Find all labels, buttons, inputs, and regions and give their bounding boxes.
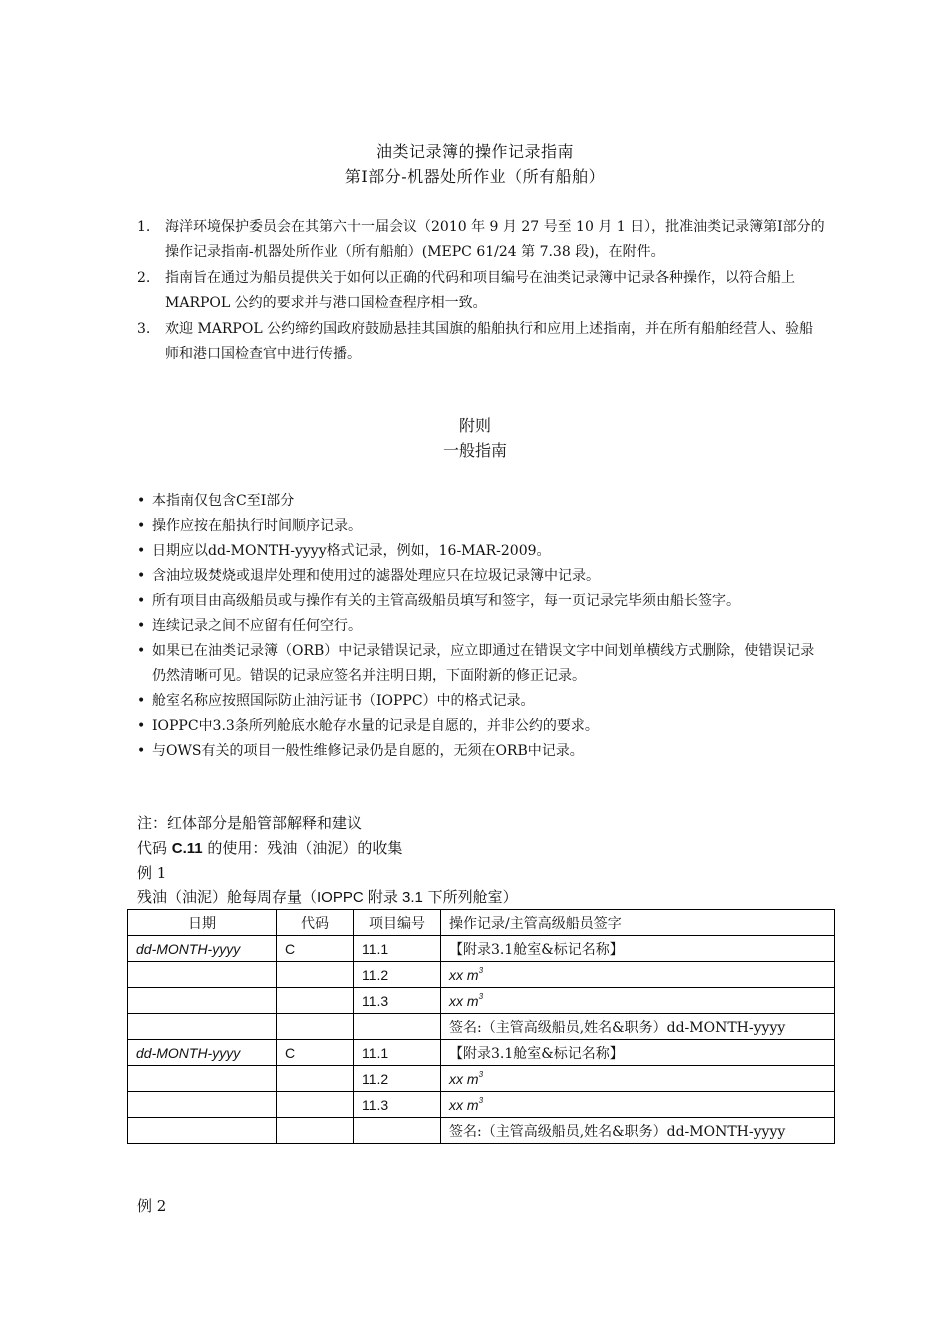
table-row — [128, 988, 835, 1014]
cell-record: 签名:（主管高级船员,姓名&职务）dd-MONTH-yyyy — [441, 1118, 835, 1144]
cell-item — [354, 1014, 441, 1040]
bullet-item — [137, 614, 827, 639]
cell-record — [441, 1066, 835, 1092]
cell-date: dd-MONTH-yyyy — [128, 1040, 277, 1066]
bullet-text: 本指南仅包含C至I部分 — [152, 493, 295, 509]
caption-post: 下所列舱室） — [422, 888, 518, 906]
cell-date — [128, 1118, 277, 1144]
cell-date: dd-MONTH-yyyy — [128, 936, 277, 962]
notes-block — [137, 811, 837, 909]
item-text: 欢迎 MARPOL 公约缔约国政府鼓励悬挂其国旗的船舶执行和应用上述指南，并在所有船舶经营人、验船师和港口国检查官中进行传播。 — [165, 321, 814, 362]
note-text: 注：红体部分是船管部解释和建议 — [137, 814, 363, 832]
record-text: xx m — [449, 993, 479, 1009]
bullet-item — [137, 489, 827, 514]
table-row — [128, 936, 835, 962]
bullet-text: 与OWS有关的项目一般性维修记录仍是自愿的，无须在ORB中记录。 — [152, 743, 584, 759]
bullet-text: 日期应以dd-MONTH-yyyy格式记录，例如，16-MAR-2009。 — [152, 543, 551, 559]
cell-item: 11.3 — [354, 988, 441, 1014]
document-subtitle: 第Ⅰ部分-机器处所作业（所有船舶） — [344, 167, 606, 186]
item-text: 指南旨在通过为船员提供关于如何以正确的代码和项目编号在油类记录簿中记录各种操作，以符合船上 MARPOL 公约的要求并与港口国检查程序相一致。 — [165, 270, 795, 311]
cell-code — [277, 1066, 354, 1092]
bullet-text: 所有项目由高级船员或与操作有关的主管高级船员填写和签字，每一页记录完毕须由船长签字。 — [152, 593, 740, 609]
cell-code — [277, 1092, 354, 1118]
bullet-mark: • — [137, 543, 146, 559]
annex-subtitle: 一般指南 — [442, 441, 507, 460]
bullet-item — [137, 739, 827, 764]
annex-title: 附则 — [458, 416, 491, 435]
table-row — [128, 962, 835, 988]
item-number: 2. — [137, 270, 151, 286]
example-2-label: 例 2 — [137, 1197, 167, 1215]
item-number: 3. — [137, 321, 151, 337]
cell-date — [128, 1092, 277, 1118]
cell-record: 【附录3.1舱室&标记名称】 — [441, 1040, 835, 1066]
cell-record — [441, 988, 835, 1014]
bullet-item — [137, 589, 827, 614]
cell-record: 【附录3.1舱室&标记名称】 — [441, 936, 835, 962]
table-row — [128, 1014, 835, 1040]
table-header-row — [128, 910, 835, 936]
bullet-mark: • — [137, 518, 146, 534]
table-caption — [137, 886, 837, 909]
table-row — [128, 1040, 835, 1066]
table-row — [128, 1092, 835, 1118]
bullet-text: 连续记录之间不应留有任何空行。 — [152, 618, 362, 634]
bullet-item — [137, 639, 827, 689]
bullet-mark: • — [137, 593, 146, 609]
caption-mid: IOPPC 附录 3.1 — [317, 889, 423, 906]
cell-code — [277, 988, 354, 1014]
cell-item: 11.1 — [354, 936, 441, 962]
bullet-text: 含油垃圾焚烧或退岸处理和使用过的滤器处理应只在垃圾记录簿中记录。 — [152, 568, 600, 584]
document-title: 油类记录簿的操作记录指南 — [375, 142, 574, 161]
guideline-bullets — [137, 489, 827, 764]
item-number: 1. — [137, 219, 151, 235]
bullet-mark: • — [137, 693, 146, 709]
cell-item: 11.2 — [354, 962, 441, 988]
bullet-text: 舱室名称应按照国际防止油污证书（IOPPC）中的格式记录。 — [152, 693, 535, 709]
bullet-text: 操作应按在船执行时间顺序记录。 — [152, 518, 362, 534]
record-sup: 3 — [478, 966, 484, 975]
cell-record: 签名:（主管高级船员,姓名&职务）dd-MONTH-yyyy — [441, 1014, 835, 1040]
code-usage-line — [137, 836, 837, 861]
cell-date — [128, 1014, 277, 1040]
oil-record-table — [127, 909, 835, 1144]
bullet-item — [137, 714, 827, 739]
cell-date — [128, 988, 277, 1014]
header-date: 日期 — [128, 910, 277, 936]
header-code: 代码 — [277, 910, 354, 936]
cell-code: C — [277, 1040, 354, 1066]
bullet-text: IOPPC中3.3条所列舱底水舱存水量的记录是自愿的，并非公约的要求。 — [152, 718, 599, 734]
table-row — [128, 1118, 835, 1144]
cell-code — [277, 962, 354, 988]
bullet-mark: • — [137, 618, 146, 634]
header-record: 操作记录/主管高级船员签字 — [441, 910, 835, 936]
item-text: 海洋环境保护委员会在其第六十一届会议（2010 年 9 月 27 号至 10 月 1 日），批准油类记录簿第Ⅰ部分的操作记录指南-机器处所作业（所有船舶）(MEPC 61/24 第 7.38 段)，在附件。 — [165, 219, 825, 260]
bullet-mark: • — [137, 568, 146, 584]
cell-date — [128, 1066, 277, 1092]
numbered-list — [137, 215, 827, 368]
cell-code — [277, 1118, 354, 1144]
code-suffix: 的使用：残油（油泥）的收集 — [202, 839, 403, 857]
header-item-no: 项目编号 — [354, 910, 441, 936]
bullet-item — [137, 564, 827, 589]
record-sup: 3 — [478, 1070, 484, 1079]
record-text: xx m — [449, 1071, 479, 1087]
cell-date — [128, 962, 277, 988]
cell-item: 11.3 — [354, 1092, 441, 1118]
bullet-item — [137, 514, 827, 539]
cell-record — [441, 962, 835, 988]
example-1-label: 例 1 — [137, 864, 167, 882]
record-sup: 3 — [478, 992, 484, 1001]
table-row — [128, 1066, 835, 1092]
code-prefix: 代码 — [137, 839, 172, 857]
numbered-item — [137, 266, 827, 316]
record-sup: 3 — [478, 1096, 484, 1105]
bullet-mark: • — [137, 643, 146, 659]
bullet-text: 如果已在油类记录簿（ORB）中记录错误记录，应立即通过在错误文字中间划单横线方式删除，使错误记录仍然清晰可见。错误的记录应签名并注明日期，下面附新的修正记录。 — [152, 643, 815, 684]
cell-item: 11.1 — [354, 1040, 441, 1066]
numbered-item — [137, 215, 827, 265]
record-text: xx m — [449, 1097, 479, 1113]
bullet-mark: • — [137, 743, 146, 759]
numbered-item — [137, 317, 827, 367]
bullet-item — [137, 689, 827, 714]
bullet-item — [137, 539, 827, 564]
caption-pre: 残油（油泥）舱每周存量（ — [137, 888, 318, 906]
cell-record — [441, 1092, 835, 1118]
bullet-mark: • — [137, 493, 146, 509]
cell-item — [354, 1118, 441, 1144]
cell-item: 11.2 — [354, 1066, 441, 1092]
record-text: xx m — [449, 967, 479, 983]
cell-code — [277, 1014, 354, 1040]
cell-code: C — [277, 936, 354, 962]
code-label: C.11 — [171, 840, 203, 857]
bullet-mark: • — [137, 718, 146, 734]
